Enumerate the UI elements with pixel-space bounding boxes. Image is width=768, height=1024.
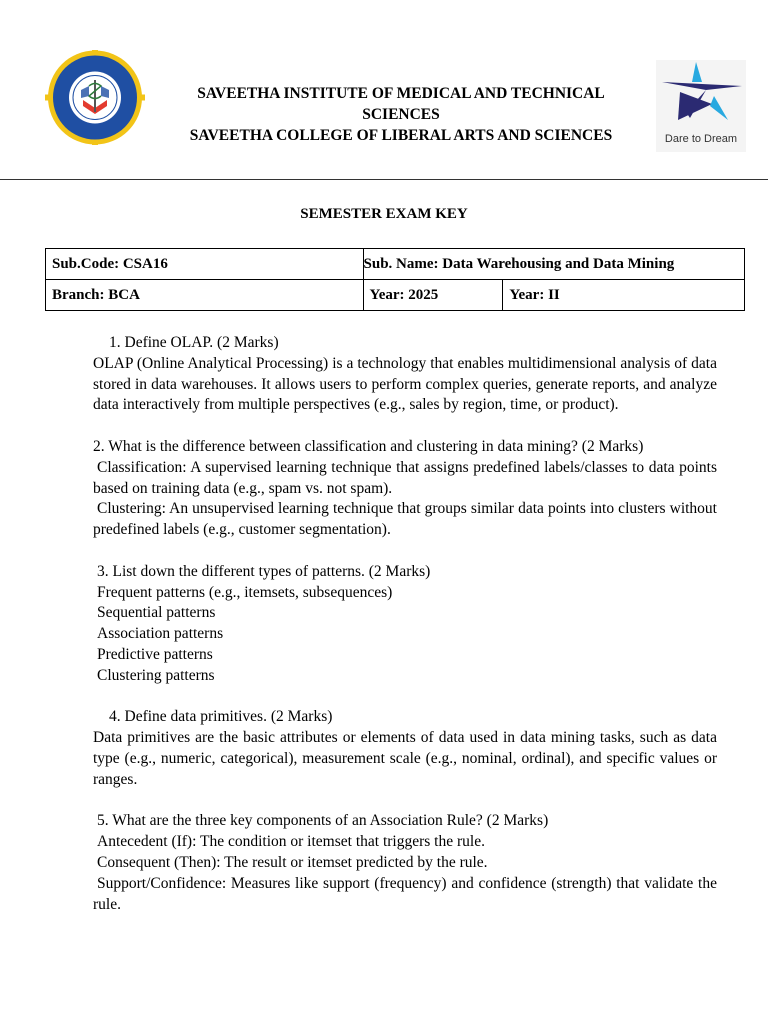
question-5: 5. What are the three key components of an Association Rule? (2 Marks): [97, 812, 549, 830]
question-2: 2. What is the difference between classification and clustering in data mining? (2 Marks): [93, 437, 644, 455]
answer-2-clustering: Clustering: An unsupervised learning technique that groups similar data points into clusters without predefined labels (e.g., customer segmentation).: [93, 500, 717, 539]
year-cell: Year: 2025: [363, 280, 503, 311]
institute-seal-icon: [45, 50, 145, 145]
answer-5-antecedent: Antecedent (If): The condition or itemset that triggers the rule.: [97, 833, 485, 851]
subject-info-table: [45, 248, 745, 311]
answer-5-consequent: Consequent (Then): The result or itemset predicted by the rule.: [97, 853, 488, 871]
answer-1: OLAP (Online Analytical Processing) is a technology that enables multidimensional analysis of data stored in data warehouses. It allows users to perform complex queries, generate reports, and analyze data interactively from multiple perspectives (e.g., sales by region, time, or product).: [93, 354, 717, 414]
dare-to-dream-star-icon: [656, 60, 746, 130]
year-level-cell: Year: II: [503, 280, 745, 311]
question-1: 1. Define OLAP. (2 Marks): [109, 334, 279, 351]
answer-4: Data primitives are the basic attributes or elements of data used in data mining tasks, such as data type (e.g., numeric, categorical), measurement scale (e.g., nominal, ordinal), and specific values or ranges.: [93, 729, 717, 788]
pattern-item: Association patterns: [97, 625, 224, 643]
header-divider: [0, 179, 768, 180]
pattern-item: Predictive patterns: [97, 645, 213, 663]
question-4: 4. Define data primitives. (2 Marks): [109, 708, 333, 726]
pattern-item: Clustering patterns: [97, 666, 215, 684]
college-name: SAVEETHA COLLEGE OF LIBERAL ARTS AND SCIENCES: [189, 127, 613, 144]
exam-title: SEMESTER EXAM KEY: [300, 206, 468, 222]
sub-code-cell: Sub.Code: CSA16: [46, 249, 364, 280]
info-row: [46, 249, 745, 280]
pattern-item: Frequent patterns (e.g., itemsets, subsequences): [97, 583, 393, 601]
dare-to-dream-logo: [656, 60, 746, 152]
question-3: 3. List down the different types of patterns. (2 Marks): [97, 562, 431, 580]
info-row: [46, 280, 745, 311]
institution-header: [160, 83, 642, 146]
institution-name: SAVEETHA INSTITUTE OF MEDICAL AND TECHNICAL SCIENCES: [197, 85, 605, 123]
logo-tagline: Dare to Dream: [664, 133, 738, 145]
sub-name-cell: Sub. Name: Data Warehousing and Data Mining: [363, 249, 744, 280]
institute-seal-logo: [45, 50, 145, 145]
answer-5-support: Support/Confidence: Measures like support (frequency) and confidence (strength) that validate the rule.: [93, 874, 717, 913]
branch-cell: Branch: BCA: [46, 280, 364, 311]
answer-key-content: [93, 333, 717, 915]
pattern-item: Sequential patterns: [97, 604, 216, 622]
answer-2-classification: Classification: A supervised learning technique that assigns predefined labels/classes to data points based on training data (e.g., spam vs. not spam).: [93, 458, 717, 497]
